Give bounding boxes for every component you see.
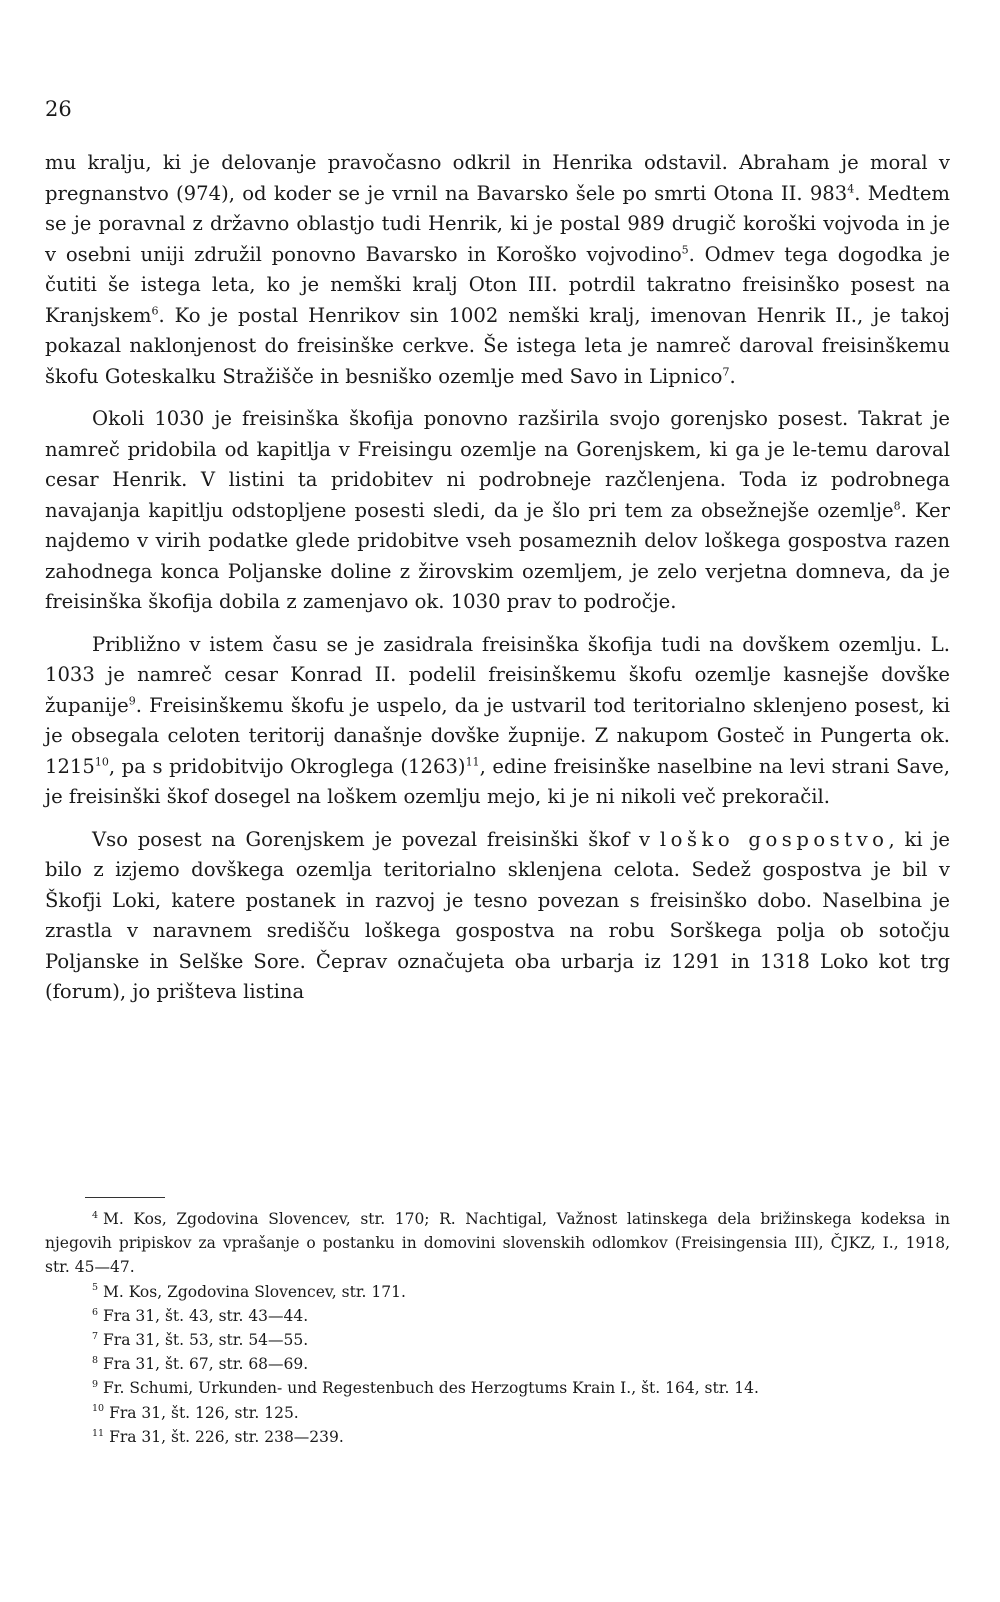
- footnote: [45, 1280, 950, 1304]
- text-run: . Odmev tega dogodka je čutiti še istega leta, ko je nemški kralj Oton III. potrdil takratno freisinško posest na Kranjskem: [45, 242, 950, 327]
- footnote-text: Fra 31, št. 43, str. 43—44.: [103, 1306, 309, 1325]
- footnotes: [45, 1207, 950, 1449]
- footnote: [45, 1401, 950, 1425]
- footnote: [45, 1376, 950, 1400]
- footnote-text: M. Kos, Zgodovina Slovencev, str. 171.: [103, 1282, 406, 1301]
- text-run: .: [729, 364, 736, 388]
- page-number: 26: [45, 97, 72, 121]
- footnote: [45, 1207, 950, 1280]
- footnote-mark: 9: [92, 1379, 99, 1391]
- footnote-text: Fra 31, št. 126, str. 125.: [109, 1403, 299, 1422]
- footnote-mark: 7: [92, 1330, 99, 1342]
- footnote-text: Fra 31, št. 226, str. 238—239.: [109, 1427, 344, 1446]
- footnote: [45, 1425, 950, 1449]
- footnote-ref: 6: [151, 303, 159, 317]
- footnote-ref: 9: [128, 693, 136, 707]
- footnote-mark: 6: [92, 1306, 99, 1318]
- text-run: Okoli 1030 je freisinška škofija ponovno razširila svojo gorenjsko posest. Takrat je namreč pridobila od kapitlja v Freisingu ozemlje na Gorenjskem, ki ga je le-temu daroval cesar Henrik. V listini ta pridobitev ni podrobneje razčlenjena. Toda iz podrobnega navajanja kapitlju odstopljene posesti sledi, da je šlo pri tem za obsežnejše ozemlje: [45, 407, 950, 522]
- text-run: . Ko je postal Henrikov sin 1002 nemški kralj, imenovan Henrik II., je takoj pokazal naklonjenost do freisinške cerkve. Še istega leta je namreč daroval freisinškemu škofu Goteskalku Stražišče in besniško ozemlje med Savo in Lipnico: [45, 303, 950, 388]
- footnote-ref: 5: [681, 242, 689, 256]
- text-run: Približno v istem času se je zasidrala freisinška škofija tudi na dovškem ozemlju. L. 1033 je namreč cesar Konrad II. podelil freisinškemu škofu ozemlje kasnejše dovške županije: [45, 632, 950, 717]
- footnote-mark: 11: [92, 1427, 105, 1439]
- footnote-mark: 8: [92, 1355, 99, 1367]
- footnote-text: Fr. Schumi, Urkunden- und Regestenbuch des Herzogtums Krain I., št. 164, str. 14.: [103, 1379, 759, 1398]
- text-run: , edine freisinške naselbine na levi strani Save, je freisinški škof dosegel na loškem ozemlju mejo, ki je ni nikoli več prekoračil.: [45, 754, 950, 808]
- text-run: . Ker najdemo v virih podatke glede pridobitve vseh posameznih delov loškega gospostva razen zahodnega konca Poljanske doline z žirovskim ozemljem, je zelo verjetna domneva, da je freisinška škofija dobila z zamenjavo ok. 1030 prav to področje.: [45, 498, 950, 613]
- footnote: [45, 1304, 950, 1328]
- text-run: , pa s pridobitvijo Okroglega (1263): [108, 754, 466, 778]
- footnote-mark: 5: [92, 1282, 99, 1294]
- paragraph: [45, 825, 950, 1008]
- footnote: [45, 1328, 950, 1352]
- footnote-ref: 4: [847, 181, 855, 195]
- paragraph: [45, 630, 950, 813]
- footnote-text: Fra 31, št. 67, str. 68—69.: [103, 1355, 309, 1374]
- text-run: . Medtem se je poravnal z državno oblastjo tudi Henrik, ki je postal 989 drugič koroški vojvoda in je v osebni uniji združil ponovno Bavarsko in Koroško vojvodino: [45, 181, 950, 266]
- footnote-ref: 10: [94, 754, 109, 768]
- footnote-separator: [85, 1197, 165, 1198]
- footnote-text: M. Kos, Zgodovina Slovencev, str. 170; R. Nachtigal, Važnost latinskega dela brižinskega kodeksa in njegovih pripiskov za vprašanje o postanku in domovini slovenskih odlomkov (Freisingensia III), ČJKZ, I., 1918, str. 45—47.: [45, 1210, 950, 1277]
- text-run: Vso posest na Gorenjskem je povezal freisinški škof v: [92, 827, 660, 851]
- footnote: [45, 1352, 950, 1376]
- footnote-text: Fra 31, št. 53, str. 54—55.: [103, 1331, 309, 1350]
- body-text: [45, 148, 950, 1008]
- footnote-ref: 8: [893, 498, 901, 512]
- text-run: , ki je bilo z izjemo dovškega ozemlja teritorialno sklenjena celota. Sedež gospostva je bil v Škofji Loki, katere postanek in razvoj je tesno povezan s freisinško dobo. Naselbina je zrastla v naravnem središču loškega gospostva na robu Sorškega polja ob sotočju Poljanske in Selške Sore. Čeprav označujeta oba urbarja iz 1291 in 1318 Loko kot trg (forum), jo prišteva listina: [45, 827, 951, 1003]
- paragraph: [45, 404, 950, 618]
- text-run: mu kralju, ki je delovanje pravočasno odkril in Henrika odstavil. Abraham je moral v pregnanstvo (974), od koder se je vrnil na Bavarsko šele po smrti Otona II. 983: [45, 151, 950, 205]
- footnote-ref: 11: [465, 754, 480, 768]
- footnote-mark: 4: [92, 1209, 99, 1221]
- text-run: . Freisinškemu škofu je uspelo, da je ustvaril tod teritorialno sklenjeno posest, ki je obsegala celoten teritorij današnje dovške župnije. Z nakupom Gosteč in Pungerta ok. 1215: [45, 693, 950, 778]
- paragraph: [45, 148, 950, 392]
- emphasized-term: loško gospostvo: [659, 827, 889, 851]
- footnote-ref: 7: [722, 364, 730, 378]
- footnote-mark: 10: [92, 1403, 105, 1415]
